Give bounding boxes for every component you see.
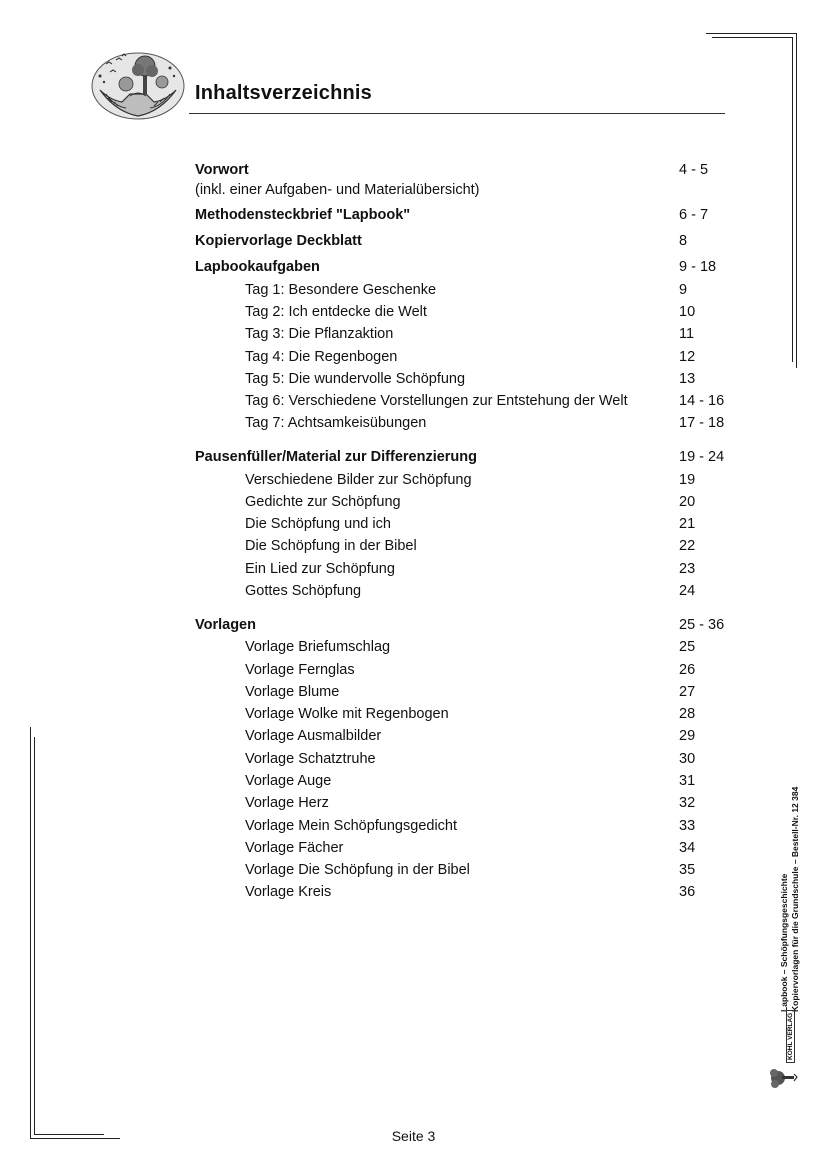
toc-section-row: [195, 615, 735, 635]
toc-label: Tag 1: Besondere Geschenke: [245, 282, 437, 298]
toc-label: (inkl. einer Aufgaben- und Materialübersicht): [195, 182, 480, 198]
toc-page-number: 22: [679, 538, 696, 554]
toc-page-number: 23: [679, 561, 696, 577]
toc-page-number: 26: [679, 662, 696, 678]
toc-label: Vorlage Blume: [245, 684, 340, 700]
publisher-logo-text: KOHL VERLAG: [786, 1010, 795, 1063]
toc-label: Tag 4: Die Regenbogen: [245, 349, 398, 365]
toc-page-number: 4 - 5: [679, 162, 709, 178]
toc-label: Pausenfüller/Material zur Differenzierung: [195, 449, 478, 465]
frame-top-right-v2: [792, 37, 793, 362]
toc-label: Gottes Schöpfung: [245, 583, 362, 599]
toc-entry-row: [195, 536, 735, 556]
creation-hands-illustration: [86, 50, 186, 122]
toc-label: Tag 5: Die wundervolle Schöpfung: [245, 371, 466, 387]
toc-page-number: 30: [679, 751, 696, 767]
toc-entry-row: [195, 749, 735, 769]
toc-page-number: 28: [679, 706, 696, 722]
side-product-line: Kopiervorlagen für die Grundschule – Bestell-Nr. 12 384: [790, 786, 800, 1012]
toc-section-row: [195, 257, 735, 277]
toc-entry-row: [195, 559, 735, 579]
toc-entry-row: [195, 838, 735, 858]
toc-entry-row: [195, 816, 735, 836]
toc-section-row: [195, 447, 735, 467]
page-number-footer: Seite 3: [391, 1128, 436, 1144]
toc-page-number: 32: [679, 795, 696, 811]
toc-label: Gedichte zur Schöpfung: [245, 494, 401, 510]
title-underline: [189, 113, 725, 114]
toc-entry-row: [195, 682, 735, 702]
toc-section-row: [195, 205, 735, 225]
toc-entry-row: [195, 726, 735, 746]
toc-label: Verschiedene Bilder zur Schöpfung: [245, 472, 472, 488]
toc-page-number: 19: [679, 472, 696, 488]
toc-page-number: 27: [679, 684, 696, 700]
toc-label: Vorlage Die Schöpfung in der Bibel: [245, 862, 470, 878]
toc-page-number: 35: [679, 862, 696, 878]
toc-entry-row: [195, 860, 735, 880]
toc-page-number: 19 - 24: [679, 449, 725, 465]
toc-page-number: 9 - 18: [679, 259, 717, 275]
toc-entry-row: [195, 637, 735, 657]
toc-note-row: [195, 180, 735, 200]
toc-page-number: 25: [679, 639, 696, 655]
toc-label: Tag 2: Ich entdecke die Welt: [245, 304, 427, 320]
toc-entry-row: [195, 280, 735, 300]
frame-top-right-v1: [796, 33, 797, 368]
toc-label: Tag 3: Die Pflanzaktion: [245, 326, 394, 342]
toc-page-number: 33: [679, 818, 696, 834]
toc-page-number: 10: [679, 304, 696, 320]
frame-bottom-left-v1: [30, 727, 31, 1139]
toc-label: Vorwort: [195, 162, 249, 178]
toc-label: Vorlage Briefumschlag: [245, 639, 391, 655]
toc-page-number: 8: [679, 233, 688, 249]
toc-label: Die Schöpfung und ich: [245, 516, 391, 532]
toc-label: Ein Lied zur Schöpfung: [245, 561, 395, 577]
toc-entry-row: [195, 704, 735, 724]
toc-page-number: 24: [679, 583, 696, 599]
frame-bottom-left-v2: [34, 737, 35, 1135]
toc-page-number: 31: [679, 773, 696, 789]
toc-entry-row: [195, 413, 735, 433]
toc-entry-row: [195, 324, 735, 344]
toc-label: Vorlage Schatztruhe: [245, 751, 376, 767]
toc-label: Vorlage Mein Schöpfungsgedicht: [245, 818, 458, 834]
toc-page-number: 36: [679, 884, 696, 900]
toc-label: Vorlage Fächer: [245, 840, 344, 856]
toc-page-number: 9: [679, 282, 688, 298]
toc-page-number: 20: [679, 494, 696, 510]
toc-section-row: [195, 160, 735, 180]
toc-section-row: [195, 231, 735, 251]
toc-entry-row: [195, 514, 735, 534]
toc-label: Vorlage Fernglas: [245, 662, 355, 678]
toc-page-number: 25 - 36: [679, 617, 725, 633]
toc-label: Vorlage Auge: [245, 773, 332, 789]
publisher-tree-icon: [768, 1064, 798, 1094]
toc-page-number: 11: [679, 326, 695, 342]
toc-entry-row: [195, 771, 735, 791]
toc-label: Vorlage Wolke mit Regenbogen: [245, 706, 449, 722]
toc-page-number: 17 - 18: [679, 415, 725, 431]
toc-label: Vorlagen: [195, 617, 256, 633]
toc-page-number: 13: [679, 371, 696, 387]
side-series-title: Lapbook – Schöpfungsgeschichte: [779, 873, 789, 1012]
toc-entry-row: [195, 882, 735, 902]
toc-entry-row: [195, 660, 735, 680]
toc-label: Tag 6: Verschiedene Vorstellungen zur Entstehung der Welt: [245, 393, 628, 409]
toc-entry-row: [195, 470, 735, 490]
toc-entry-row: [195, 347, 735, 367]
toc-page-number: 21: [679, 516, 696, 532]
page-title: Inhaltsverzeichnis: [195, 82, 372, 104]
toc-label: Tag 7: Achtsamkeisübungen: [245, 415, 427, 431]
toc-page-number: 34: [679, 840, 696, 856]
toc-label: Kopiervorlage Deckblatt: [195, 233, 362, 249]
toc-label: Methodensteckbrief "Lapbook": [195, 207, 411, 223]
toc-label: Vorlage Kreis: [245, 884, 332, 900]
toc-page-number: 14 - 16: [679, 393, 725, 409]
toc-label: Vorlage Herz: [245, 795, 329, 811]
toc-entry-row: [195, 492, 735, 512]
toc-page-number: 12: [679, 349, 696, 365]
frame-top-right-h1: [706, 33, 796, 34]
toc-label: Vorlage Ausmalbilder: [245, 728, 382, 744]
toc-entry-row: [195, 369, 735, 389]
toc-entry-row: [195, 302, 735, 322]
toc-entry-row: [195, 581, 735, 601]
toc-label: Die Schöpfung in der Bibel: [245, 538, 417, 554]
toc-label: Lapbookaufgaben: [195, 259, 320, 275]
frame-top-right-h2: [712, 37, 792, 38]
toc-entry-row: [195, 391, 735, 411]
toc-page-number: 29: [679, 728, 696, 744]
toc-entry-row: [195, 793, 735, 813]
toc-page-number: 6 - 7: [679, 207, 709, 223]
